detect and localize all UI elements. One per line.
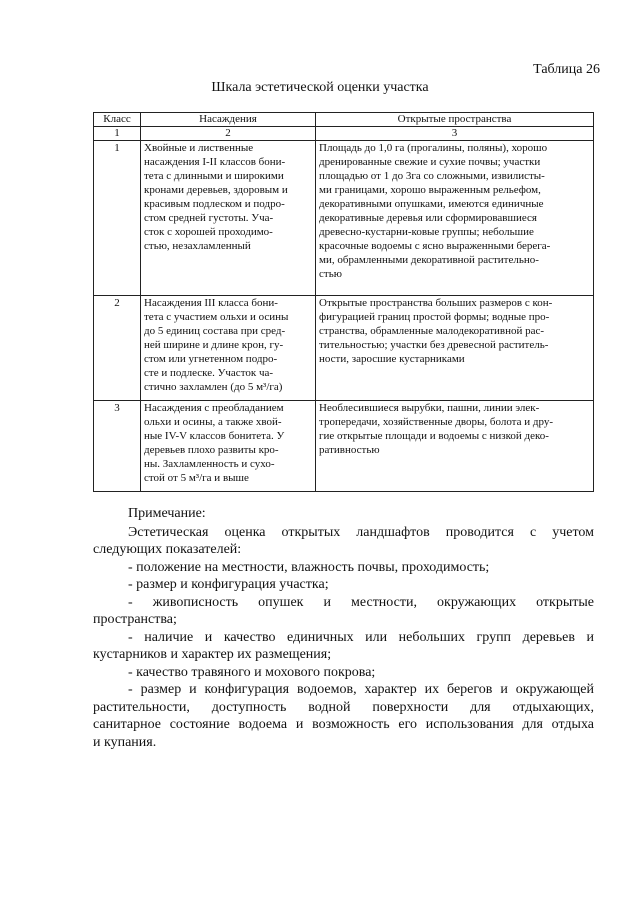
table-row <box>94 296 594 401</box>
column-number: 1 <box>94 127 141 141</box>
aesthetic-scale-table <box>93 112 594 492</box>
note-item: - наличие и качество единичных или небольших групп деревьев и <box>128 630 594 645</box>
open-spaces-cell <box>316 296 594 401</box>
open-spaces-text: Открытые пространства больших размеров с кон- фигурацией границ простой формы; водные про- странства, обрамленные малодекоративной рас- тительностью; участки без древесной раститель- ности, заросшие кустарниками <box>319 297 553 365</box>
note-item: - положение на местности, влажность почвы, проходимость; <box>128 560 490 575</box>
plantings-text: Насаждения с преобладанием ольхи и осины, а также хвой- ные IV-V классов бонитета. У деревьев плохо развиты кро- ны. Захламленность и сухо- стой от 5 м³/га и выше <box>144 402 285 484</box>
open-spaces-text: Необлесившиеся вырубки, пашни, линии элек- тропередачи, хозяйственные дворы, болота и дру- гие открытые площади и водоемы с низкой деко- ративностью <box>319 402 554 456</box>
note-item: - качество травяного и мохового покрова; <box>128 665 376 680</box>
note-item: - размер и конфигурация водоемов, характер их берегов и окружающей <box>128 682 594 697</box>
plantings-cell <box>141 296 316 401</box>
table-row <box>94 401 594 492</box>
class-cell: 2 <box>94 296 141 401</box>
header-open-spaces: Открытые пространства <box>316 113 594 127</box>
note-item: - размер и конфигурация участка; <box>128 577 329 592</box>
note-item-continued: и купания. <box>93 735 157 750</box>
note-intro-line2: следующих показателей: <box>93 542 242 557</box>
open-spaces-cell <box>316 401 594 492</box>
column-number: 3 <box>316 127 594 141</box>
header-class: Класс <box>94 113 141 127</box>
table-header-row <box>94 113 594 127</box>
table-title: Шкала эстетической оценки участка <box>211 80 429 95</box>
note-item-continued: кустарников и характер их размещения; <box>93 647 332 662</box>
header-plantings: Насаждения <box>141 113 316 127</box>
open-spaces-cell <box>316 141 594 296</box>
note-title: Примечание: <box>128 506 206 521</box>
plantings-text: Насаждения III класса бони- тета с участием ольхи и осины до 5 единиц состава при сред- ней ширине и длине крон, гу- стом или угнетенном подро- сте и подлеске. Участок ча- стично захламлен (до 5 м³/га) <box>144 297 289 393</box>
note-item-continued: растительности, доступность водной поверхности для отдыхающих, <box>93 700 594 715</box>
note-item-continued: пространства; <box>93 612 177 627</box>
column-number: 2 <box>141 127 316 141</box>
table-number: Таблица 26 <box>533 62 600 77</box>
column-number-row <box>94 127 594 141</box>
note-item-continued: санитарное состояние водоема и возможность его использования для отдыха <box>93 717 594 732</box>
plantings-cell <box>141 141 316 296</box>
class-cell: 3 <box>94 401 141 492</box>
table-row <box>94 141 594 296</box>
note-item: - живописность опушек и местности, окружающих открытые <box>128 595 594 610</box>
class-cell: 1 <box>94 141 141 296</box>
plantings-cell <box>141 401 316 492</box>
plantings-text: Хвойные и лиственные насаждения I-II классов бони- тета с длинными и широкими кронами деревьев, здоровым и красивым подлеском и подро- стом средней густоты. Уча- сток с хорошей проходимо- стью, незахламленный <box>144 142 288 252</box>
note-intro-line1: Эстетическая оценка открытых ландшафтов проводится с учетом <box>128 525 594 540</box>
open-spaces-text: Площадь до 1,0 га (прогалины, поляны), хорошо дренированные свежие и сухие почвы; участки площадью от 1 до 3га со сложными, извилисты- ми границами, хорошо выраженным рельефом, декоративными опушками, имеются единичные декоративные деревья или сформировавшиеся древесно-кустарни-ковые группы; небольшие красочные водоемы с ясно выраженными берега- ми, обрамленными декоративной растительно- стью <box>319 142 551 280</box>
